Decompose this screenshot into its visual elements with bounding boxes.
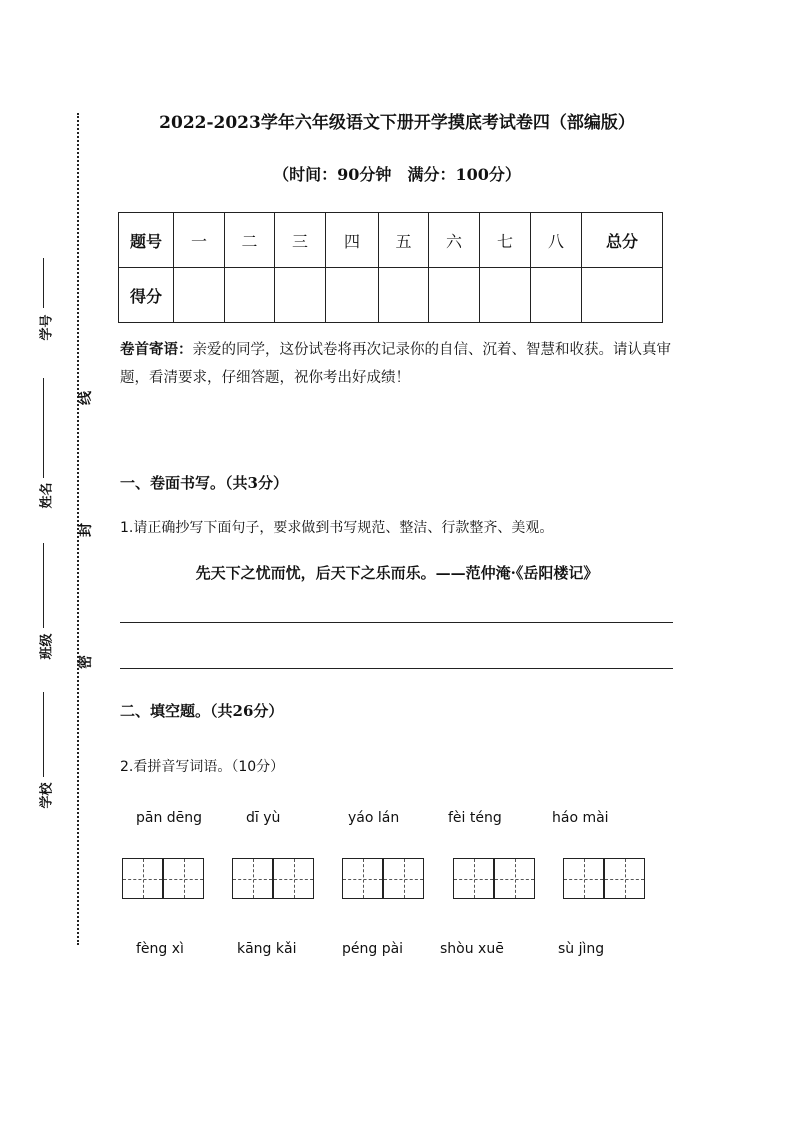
writing-line[interactable] [120,622,673,623]
header-cell: 二 [225,213,275,268]
header-cell: 三 [275,213,326,268]
full-score: 满分：100分） [407,165,521,184]
seal-char-mi: 密 [78,655,94,669]
score-table-header-row [119,213,663,268]
writing-grid-box[interactable] [122,858,163,899]
writing-grid-box[interactable] [563,858,604,899]
writing-grid-box[interactable] [342,858,383,899]
pinyin-label: fèng xì [136,941,184,957]
header-cell: 六 [429,213,480,268]
header-cell: 一 [174,213,225,268]
writing-grid-box[interactable] [604,858,645,899]
preface-label: 卷首寄语： [120,342,193,358]
preface [120,336,680,392]
seal-char-feng: 封 [78,523,94,537]
seal-char-xian: 线 [78,391,94,405]
writing-grid-box[interactable] [453,858,494,899]
pinyin-label: kāng kǎi [237,941,297,957]
writing-grid-box[interactable] [383,858,424,899]
class-label: 班级 [39,633,55,660]
pinyin-label: shòu xuē [440,941,504,957]
score-cell[interactable] [326,268,379,323]
score-cell[interactable] [174,268,225,323]
student-id-label: 学号 [39,314,55,341]
exam-title: 2022-2023学年六年级语文下册开学摸底考试卷四（部编版） [159,113,635,133]
score-table-score-row [119,268,663,323]
score-row-label: 得分 [119,268,174,323]
question1-text: 1.请正确抄写下面句子，要求做到书写规范、整洁、行款整齐、美观。 [120,520,554,536]
score-cell-total[interactable] [582,268,663,323]
header-cell: 五 [379,213,429,268]
copy-quote: 先天下之忧而忧，后天下之乐而乐。——范仲淹·《岳阳楼记》 [195,564,599,582]
time-limit: （时间：90分钟 [273,165,392,184]
school-label: 学校 [39,782,55,809]
writing-grid-box[interactable] [163,858,204,899]
section1-title: 一、卷面书写。（共3分） [120,474,288,492]
score-cell[interactable] [429,268,480,323]
question2-label: 2.看拼音写词语。 [120,759,232,775]
name-label: 姓名 [39,482,55,509]
pinyin-label: péng pài [342,941,404,957]
score-cell[interactable] [225,268,275,323]
pinyin-label: fèi téng [448,810,502,826]
pinyin-label: pān dēng [136,810,203,826]
header-cell-total: 总分 [582,213,663,268]
score-cell[interactable] [531,268,582,323]
writing-line[interactable] [120,668,673,669]
question2-text [120,756,284,776]
header-cell: 题号 [119,213,174,268]
pinyin-label: yáo lán [348,810,400,826]
header-cell: 四 [326,213,379,268]
pinyin-label: dī yù [246,810,281,826]
writing-grid-box[interactable] [232,858,273,899]
section2-title: 二、填空题。（共26分） [120,702,284,720]
exam-subtitle [0,162,794,185]
question2-points: （10分） [231,759,285,775]
pinyin-label: háo mài [552,810,609,826]
header-cell: 八 [531,213,582,268]
writing-grid-box[interactable] [273,858,314,899]
score-cell[interactable] [379,268,429,323]
score-table [118,212,663,323]
score-cell[interactable] [275,268,326,323]
pinyin-label: sù jìng [558,941,605,957]
preface-text: 亲爱的同学，这份试卷将再次记录你的自信、沉着、智慧和收获。请认真审题，看清要求，仔细答题，祝你考出好成绩！ [120,342,671,386]
score-cell[interactable] [480,268,531,323]
writing-grid-box[interactable] [494,858,535,899]
header-cell: 七 [480,213,531,268]
